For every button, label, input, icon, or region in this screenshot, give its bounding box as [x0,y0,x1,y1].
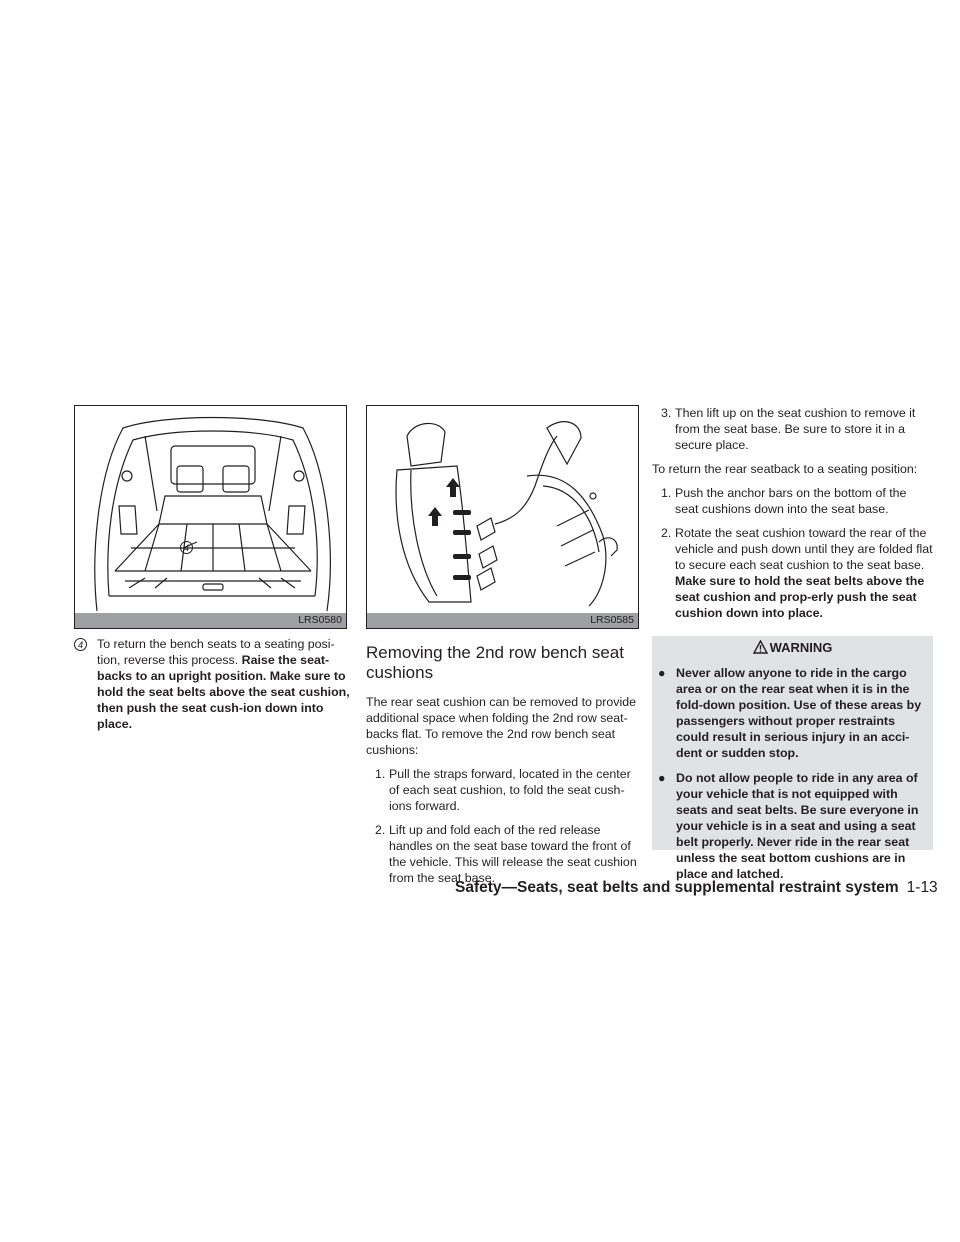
warning-item-text: Do not allow people to ride in any area of your vehicle that is not equipped with seats and seat belts. Be sure everyone in your vehicle is in a seat and using a seat belt properly. Never ride in the rear seat unless the seat bottom cushions are in place and latched. [676,771,919,881]
step-text: To return the bench seats to a seating posi-tion, reverse this process. [97,637,335,667]
bullet-icon: ● [658,666,666,680]
warning-item-text: Never allow anyone to ride in the cargo area or on the rear seat when it is in the fold-down position. Use of these areas by passengers without proper restraints could result in serious injury in an acci-dent or sudden stop. [676,666,922,760]
cargo-area-illustration [75,406,347,616]
step-item [652,485,933,517]
intro-paragraph: The rear seat cushion can be removed to provide additional space when folding the 2nd row seat-backs flat. To remove the 2nd row bench seat cushions: [366,695,636,757]
step-text: Push the anchor bars on the bottom of the seat cushions down into the seat base. [675,486,907,516]
step-item [366,766,640,814]
step-number: 2. [375,823,386,837]
warning-title [652,640,933,656]
left-column [74,636,350,740]
figure-caption: LRS0585 [367,613,638,628]
footer-section-title: Safety—Seats, seat belts and supplemental restraint system [455,879,899,896]
left-arrow-icon [453,575,471,580]
step-text: Lift up and fold each of the red release handles on the seat base toward the front of the vehicle. This will release the seat cushion from the seat base. [389,823,637,885]
left-arrow-icon [453,530,471,535]
step-bold-text: Make sure to hold the seat belts above the seat cushion and prop-erly push the seat cushion down into place. [675,574,925,620]
left-arrow-icon [453,510,471,515]
step-bold-text: Raise the seat-backs to an upright position. Make sure to hold the seat belts above the seat cushion, then push the seat cush-ion down into place. [97,653,350,731]
step-item [652,405,933,453]
section-heading: Removing the 2nd row bench seat cushions [366,643,624,682]
seat-removal-illustration [367,406,639,616]
step-marker: 4 [74,636,87,652]
page-number: 1-13 [906,879,938,896]
return-intro: To return the rear seatback to a seating position: [652,462,918,476]
warning-title-text: WARNING [769,640,833,655]
up-arrow-icon [450,486,456,497]
warning-box [652,636,933,881]
step-number: 1. [375,767,386,781]
step-number: 2. [661,526,672,540]
warning-item [652,665,933,761]
right-column [652,405,933,629]
bullet-icon: ● [658,771,666,785]
step-number: 3. [661,406,672,420]
warning-triangle-icon [753,640,768,654]
step-text: Rotate the seat cushion toward the rear of the vehicle and push down until they are folded flat to secure each seat cushion to the seat base. [675,526,933,572]
figure-seat-removal [366,405,639,629]
step-item [652,525,933,621]
figure-callout-4: 4 [180,541,193,554]
left-arrow-icon [453,554,471,559]
up-arrow-icon [432,515,438,526]
warning-item [652,770,933,882]
step-text: Pull the straps forward, located in the center of each seat cushion, to fold the seat cush-ions forward. [389,767,631,813]
figure-cargo-area [74,405,347,629]
middle-column [366,643,640,894]
step-4 [74,636,350,732]
step-item [366,822,640,886]
step-number: 1. [661,486,672,500]
figure-caption: LRS0580 [75,613,346,628]
page-footer [455,878,938,898]
step-text: Then lift up on the seat cushion to remove it from the seat base. Be sure to store it in a secure place. [675,406,916,452]
